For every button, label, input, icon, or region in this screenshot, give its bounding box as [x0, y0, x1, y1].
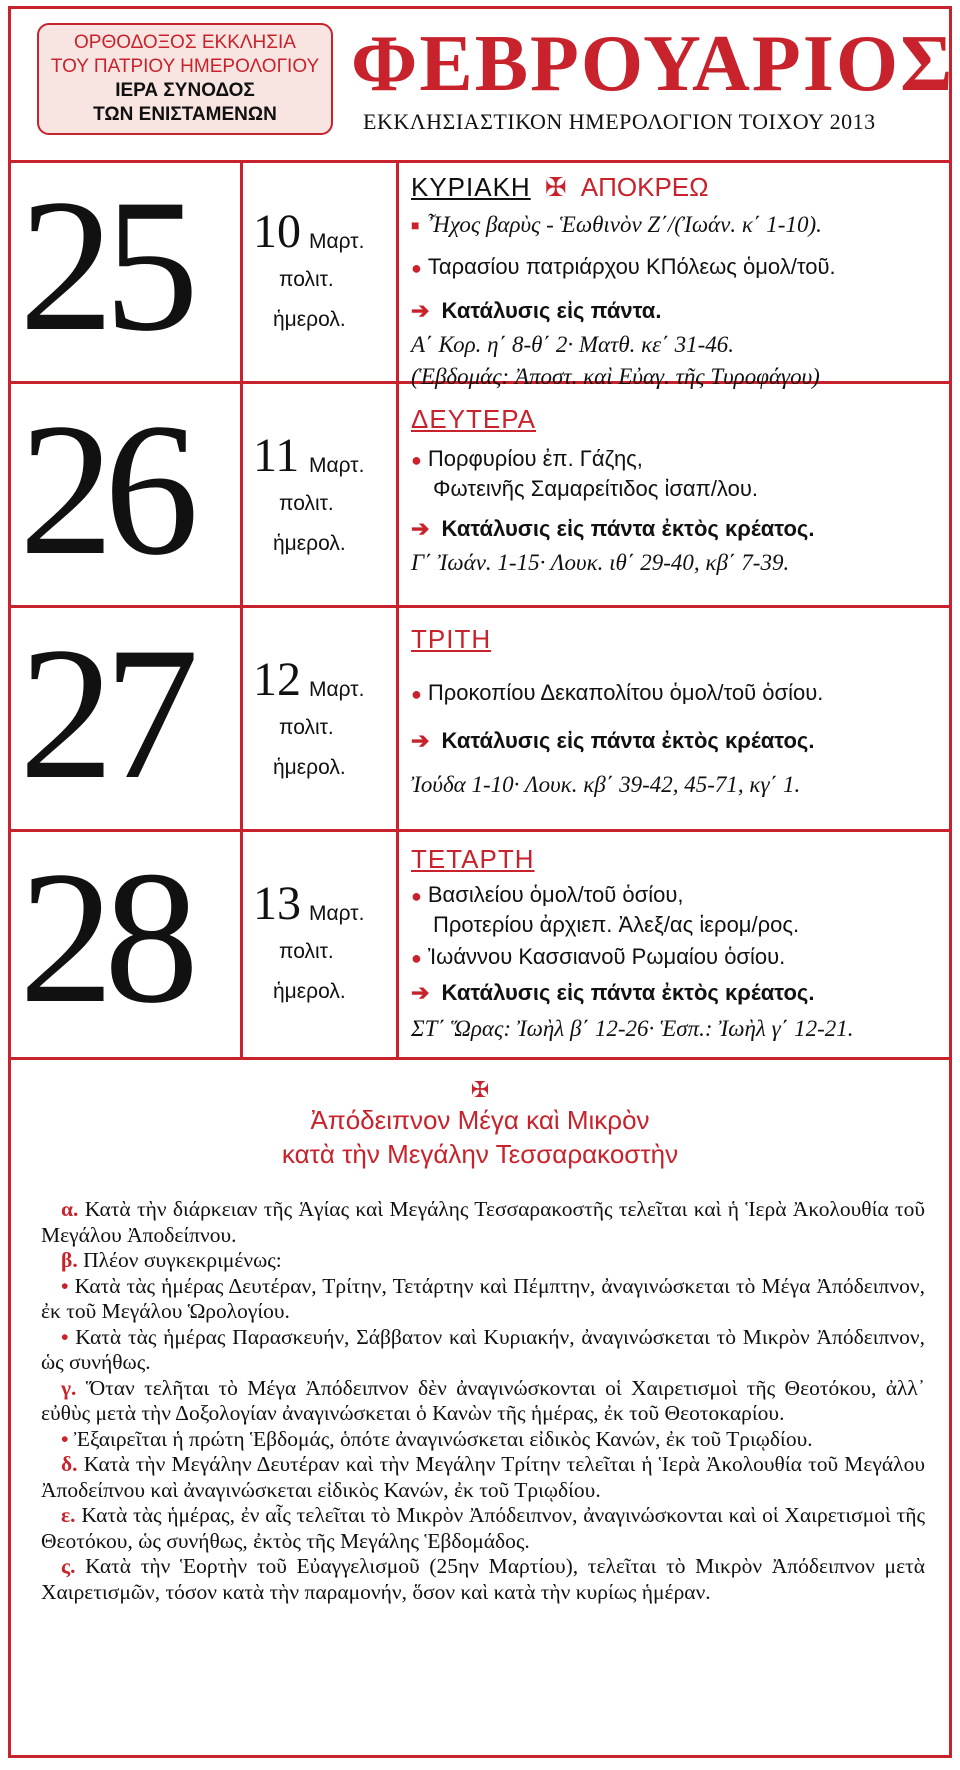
section-body — [41, 1197, 925, 1605]
old-day-number: 12 — [253, 653, 301, 706]
badge-line: ΤΩΝ ΕΝΙΣΤΑΜΕΝΩΝ — [93, 104, 277, 125]
paragraph — [41, 1427, 925, 1453]
week-note: (Ἑβδομάς: Ἀποστ. καὶ Εὐαγ. τῆς Τυροφάγου) — [411, 364, 820, 389]
paragraph-text: Πλέον συγκεκριμένως: — [83, 1248, 282, 1272]
day-content — [411, 384, 947, 605]
paragraph-text: Κατὰ τὰς ἡμέρας Δευτέραν, Τρίτην, Τετάρτην καὶ Πέμπτην, ἀναγινώσκεται τὸ Μέγα Ἀπόδειπνον, ἐκ τοῦ Μεγάλου Ὡρολογίου. — [41, 1273, 926, 1323]
paragraph-label: ς. — [61, 1554, 76, 1578]
paragraph-text: Ὅταν τελῆται τὸ Μέγα Ἀπόδειπνον δὲν ἀναγινώσκονται οἱ Χαιρετισμοὶ τῆς Θεοτόκου, ἀλλ᾿ εὐθὺς μετὰ τὴν Δοξολογίαν ἀναγινώσκεται ὁ Κανὼν τῆς ἡμέρας, ἐκ τοῦ Θεοτοκαρίου. — [41, 1375, 926, 1425]
weekday-name: ΚΥΡΙΑΚΗ — [411, 172, 531, 202]
paragraph — [41, 1325, 925, 1376]
old-calendar-label: ἡμερολ. — [273, 308, 346, 331]
old-day-number: 11 — [253, 429, 300, 482]
cross-icon: ✠ — [544, 172, 567, 202]
old-calendar-cell — [243, 832, 399, 1057]
old-calendar-label: ἡμερολ. — [273, 980, 346, 1003]
section-heading — [11, 1063, 949, 1171]
red-dot-icon: ● — [411, 258, 422, 278]
red-dot-icon: ● — [411, 886, 422, 906]
old-calendar-label: πολιτ. — [279, 268, 334, 291]
day-row — [11, 384, 949, 608]
old-month: Μαρτ. — [309, 902, 365, 925]
day-row — [11, 608, 949, 832]
paragraph — [41, 1274, 925, 1325]
red-dot-icon: ● — [411, 684, 422, 704]
day-number: 27 — [19, 609, 189, 819]
old-day-number: 10 — [253, 205, 301, 258]
calendar-subtitle: ΕΚΚΛΗΣΙΑΣΤΙΚΟΝ ΗΜΕΡΟΛΟΓΙΟΝ ΤΟΙΧΟΥ 2013 — [363, 109, 876, 134]
day-content — [411, 608, 947, 829]
old-day-number: 13 — [253, 877, 301, 930]
day-content — [411, 832, 947, 1057]
day-number-cell — [11, 832, 243, 1057]
header — [11, 9, 955, 163]
fasting-text: Κατάλυσις εἰς πάντα. — [441, 298, 662, 323]
day-number-cell — [11, 608, 243, 829]
paragraph-text: Ἐξαιρεῖται ἡ πρώτη Ἑβδομάς, ὁπότε ἀναγινώσκεται εἰδικὸς Κανών, ἐκ τοῦ Τριῳδίου. — [73, 1426, 813, 1451]
saint-text: Πορφυρίου ἐπ. Γάζης, — [427, 446, 643, 471]
old-calendar-label: πολιτ. — [279, 492, 334, 515]
saint-text: Ταρασίου πατριάρχου ΚΠόλεως ὁμολ/τοῦ. — [427, 254, 836, 279]
readings-text: ΣΤ΄ Ὥρας: Ἰωὴλ β΄ 12-26· Ἑσπ.: Ἰωὴλ γ΄ 12-21. — [411, 1016, 854, 1041]
saint-text: Προκοπίου Δεκαπολίτου ὁμολ/τοῦ ὁσίου. — [427, 680, 824, 705]
saint-text: Ἰωάννου Κασσιανοῦ Ρωμαίου ὁσίου. — [427, 944, 786, 969]
old-calendar-label: πολιτ. — [279, 716, 334, 739]
red-dot-icon: ● — [411, 948, 422, 968]
paragraph-text: Κατὰ τὴν διάρκειαν τῆς Ἁγίας καὶ Μεγάλης Τεσσαρακοστῆς τελεῖται καὶ ἡ Ἱερὰ Ἀκολουθία τοῦ Μεγάλου Ἀποδείπνου. — [41, 1197, 926, 1247]
paragraph-label: ε. — [61, 1503, 76, 1527]
arrow-right-icon: ➔ — [411, 980, 430, 1005]
weekday-name: ΔΕΥΤΕΡΑ — [411, 404, 537, 434]
paragraph-text: Κατὰ τὰς ἡμέρας, ἐν αἷς τελεῖται τὸ Μικρὸν Ἀπόδειπνον, ἀναγινώσκονται καὶ οἱ Χαιρετισμοὶ τῆς Θεοτόκου, ὡς συνήθως, ἐκτὸς τῆς Μεγάλης Ἑβδομάδος. — [41, 1503, 925, 1553]
day-row — [11, 832, 949, 1060]
bullet-icon: • — [61, 1273, 69, 1298]
saint-text: Φωτεινῆς Σαμαρείτιδος ἰσαπ/λου. — [433, 476, 758, 501]
saint-text: Προτερίου ἀρχιεπ. Ἀλεξ/ας ἱερομ/ρος. — [433, 912, 800, 937]
readings-text: Γ΄ Ἰωάν. 1-15· Λουκ. ιθ΄ 29-40, κβ΄ 7-39. — [411, 550, 790, 575]
old-calendar-label: ἡμερολ. — [273, 532, 346, 555]
readings-text: Ἰούδα 1-10· Λουκ. κβ΄ 39-42, 45-71, κγ΄ 1. — [411, 772, 801, 797]
old-calendar-cell — [243, 384, 399, 605]
weekday-name: ΤΡΙΤΗ — [411, 624, 492, 654]
old-calendar-cell — [243, 160, 399, 381]
paragraph — [41, 1376, 925, 1427]
readings-text: Α΄ Κορ. η΄ 8-θ΄ 2· Ματθ. κε΄ 31-46. — [411, 332, 735, 357]
arrow-right-icon: ➔ — [411, 728, 430, 753]
fasting-text: Κατάλυσις εἰς πάντα ἐκτὸς κρέατος. — [441, 980, 815, 1005]
old-calendar-label: ἡμερολ. — [273, 756, 346, 779]
day-number: 25 — [19, 161, 189, 371]
old-calendar-label: πολιτ. — [279, 940, 334, 963]
day-row — [11, 160, 949, 389]
old-month: Μαρτ. — [309, 678, 365, 701]
day-number-cell — [11, 160, 243, 381]
day-number: 28 — [19, 833, 189, 1043]
saint-text: Βασιλείου ὁμολ/τοῦ ὁσίου, — [427, 882, 684, 907]
paragraph-label: γ. — [61, 1375, 77, 1400]
month-title: ΦΕΒΡΟΥΑΡΙΟΣ — [351, 20, 955, 108]
paragraph — [41, 1248, 925, 1274]
red-dot-icon: ● — [411, 450, 422, 470]
paragraph — [41, 1503, 925, 1554]
weekday-name: ΤΕΤΑΡΤΗ — [411, 844, 535, 874]
paragraph-text: Κατὰ τὴν Μεγάλην Δευτέραν καὶ τὴν Μεγάλην Τρίτην τελεῖται ἡ Ἱερὰ Ἀκολουθία τοῦ Μεγάλου Ἀποδείπνου καὶ ἀναγινώσκεται εἰδικὸς Κανών, ἐκ τοῦ Τριῳδίου. — [41, 1452, 925, 1502]
day-content — [411, 160, 947, 389]
paragraph-label: β. — [61, 1248, 78, 1272]
days-list — [11, 160, 949, 1060]
paragraph-label: α. — [61, 1197, 79, 1221]
paragraph — [41, 1452, 925, 1503]
bullet-icon: • — [61, 1426, 69, 1451]
section-title: κατὰ τὴν Μεγάλην Τεσσαρακοστὴν — [281, 1139, 679, 1169]
paragraph — [41, 1197, 925, 1248]
fasting-text: Κατάλυσις εἰς πάντα ἐκτὸς κρέατος. — [441, 516, 815, 541]
day-number: 26 — [19, 385, 189, 595]
cross-icon: ✠ — [470, 1077, 490, 1102]
badge-line: ΤΟΥ ΠΑΤΡΙΟΥ ΗΜΕΡΟΛΟΓΙΟΥ — [50, 56, 320, 77]
bullet-icon: • — [61, 1324, 69, 1349]
church-badge — [37, 23, 333, 135]
paragraph — [41, 1554, 925, 1605]
feast-label: ΑΠΟΚΡΕΩ — [580, 172, 709, 202]
old-month: Μαρτ. — [309, 454, 365, 477]
paragraph-text: Κατὰ τὴν Ἑορτὴν τοῦ Εὐαγγελισμοῦ (25ην Μαρτίου), τελεῖται τὸ Μικρὸν Ἀπόδειπνον μετὰ Χαιρετισμῶν, τόσον κατὰ τὴν παραμονήν, ὅσον καὶ κατὰ τὴν κυρίως ἡμέραν. — [41, 1554, 926, 1604]
old-month: Μαρτ. — [309, 230, 365, 253]
arrow-right-icon: ➔ — [411, 516, 430, 541]
paragraph-text: Κατὰ τὰς ἡμέρας Παρασκευήν, Σάββατον καὶ Κυριακήν, ἀναγινώσκεται τὸ Μικρὸν Ἀπόδειπνον, ὡς συνήθως. — [41, 1324, 926, 1374]
square-bullet-icon: ■ — [411, 219, 420, 234]
old-calendar-cell — [243, 608, 399, 829]
badge-line: ΙΕΡΑ ΣΥΝΟΔΟΣ — [115, 80, 255, 101]
badge-line: ΟΡΘΟΔΟΞΟΣ ΕΚΚΛΗΣΙΑ — [74, 32, 296, 53]
day-number-cell — [11, 384, 243, 605]
section-title: Ἀπόδειπνον Μέγα καὶ Μικρὸν — [310, 1105, 650, 1135]
tone-text: Ἦχος βαρὺς - Ἑωθινὸν Ζ΄/(Ἰωάν. κ΄ 1-10). — [427, 212, 822, 237]
fasting-text: Κατάλυσις εἰς πάντα ἐκτὸς κρέατος. — [441, 728, 815, 753]
paragraph-label: δ. — [61, 1452, 78, 1476]
arrow-right-icon: ➔ — [411, 298, 430, 323]
calendar-page — [8, 6, 955, 1758]
